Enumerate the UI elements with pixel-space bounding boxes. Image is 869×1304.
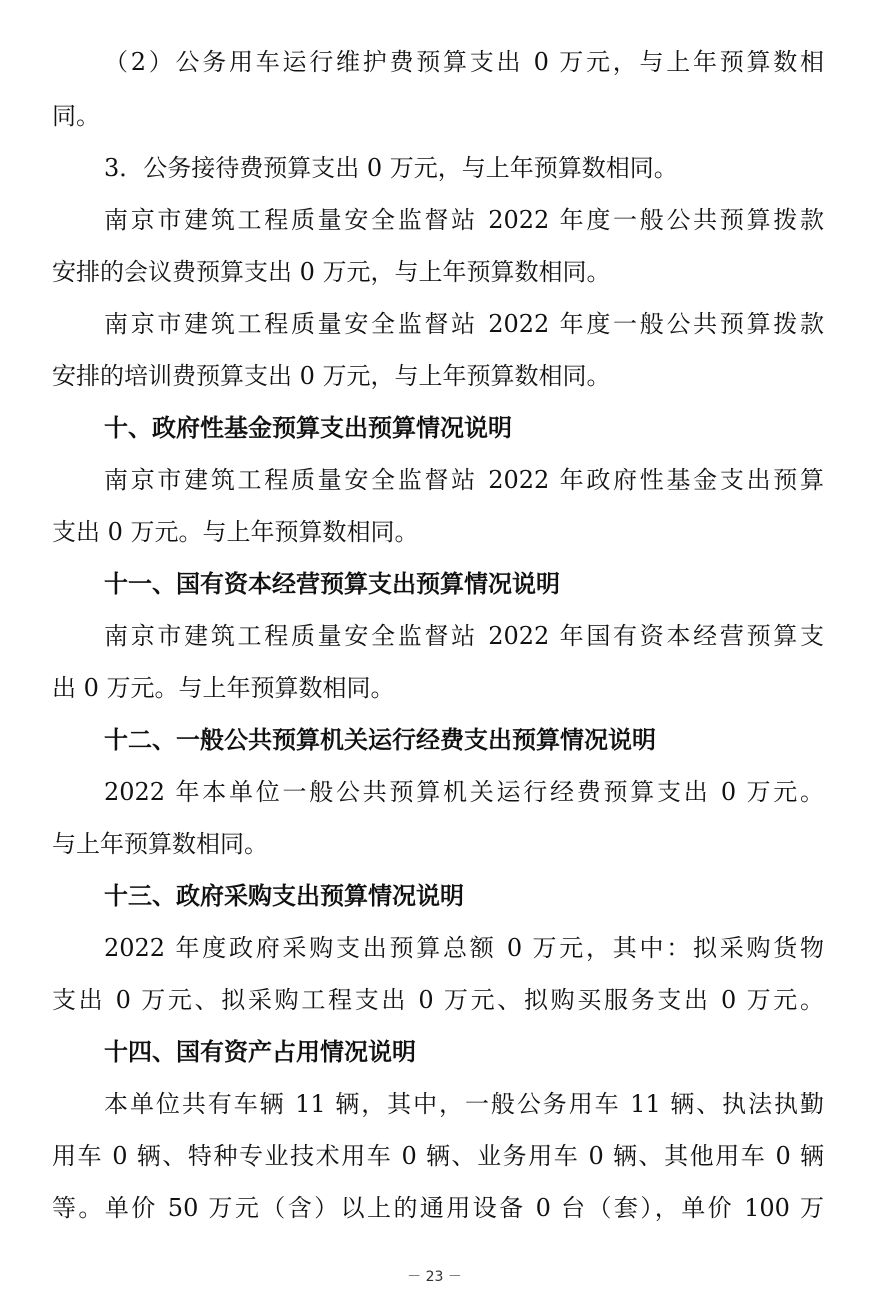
paragraph-line: 南京市建筑工程质量安全监督站 2022 年国有资本经营预算支 bbox=[104, 622, 824, 650]
paragraph-line: 用车 0 辆、特种专业技术用车 0 辆、业务用车 0 辆、其他用车 0 辆 bbox=[52, 1142, 824, 1170]
paragraph-line: 与上年预算数相同。 bbox=[52, 830, 268, 858]
paragraph-line: 安排的培训费预算支出 0 万元，与上年预算数相同。 bbox=[52, 362, 611, 390]
paragraph-line: 3．公务接待费预算支出 0 万元，与上年预算数相同。 bbox=[104, 154, 678, 182]
page-number: － 23 － bbox=[407, 1269, 462, 1285]
section-heading: 十一、国有资本经营预算支出预算情况说明 bbox=[104, 570, 560, 598]
section-heading: 十三、政府采购支出预算情况说明 bbox=[104, 882, 464, 910]
paragraph-line: 安排的会议费预算支出 0 万元，与上年预算数相同。 bbox=[52, 258, 611, 286]
paragraph-line: 等。单价 50 万元（含）以上的通用设备 0 台（套），单价 100 万 bbox=[52, 1194, 824, 1222]
paragraph-line: 支出 0 万元。与上年预算数相同。 bbox=[52, 518, 419, 546]
paragraph-line: 出 0 万元。与上年预算数相同。 bbox=[52, 674, 395, 702]
section-heading: 十四、国有资产占用情况说明 bbox=[104, 1038, 416, 1066]
paragraph-line: 2022 年度政府采购支出预算总额 0 万元，其中：拟采购货物 bbox=[104, 934, 824, 962]
section-heading: 十二、一般公共预算机关运行经费支出预算情况说明 bbox=[104, 726, 656, 754]
paragraph-line: 南京市建筑工程质量安全监督站 2022 年度一般公共预算拨款 bbox=[104, 310, 824, 338]
section-heading: 十、政府性基金预算支出预算情况说明 bbox=[104, 414, 512, 442]
paragraph-line: （2）公务用车运行维护费预算支出 0 万元，与上年预算数相 bbox=[104, 48, 824, 76]
paragraph-line: 支出 0 万元、拟采购工程支出 0 万元、拟购买服务支出 0 万元。 bbox=[52, 986, 824, 1014]
paragraph-line: 南京市建筑工程质量安全监督站 2022 年政府性基金支出预算 bbox=[104, 466, 824, 494]
paragraph-line: 2022 年本单位一般公共预算机关运行经费预算支出 0 万元。 bbox=[104, 778, 824, 806]
paragraph-line: 南京市建筑工程质量安全监督站 2022 年度一般公共预算拨款 bbox=[104, 206, 824, 234]
paragraph-line: 本单位共有车辆 11 辆，其中，一般公务用车 11 辆、执法执勤 bbox=[104, 1090, 824, 1118]
paragraph-line: 同。 bbox=[52, 102, 100, 130]
